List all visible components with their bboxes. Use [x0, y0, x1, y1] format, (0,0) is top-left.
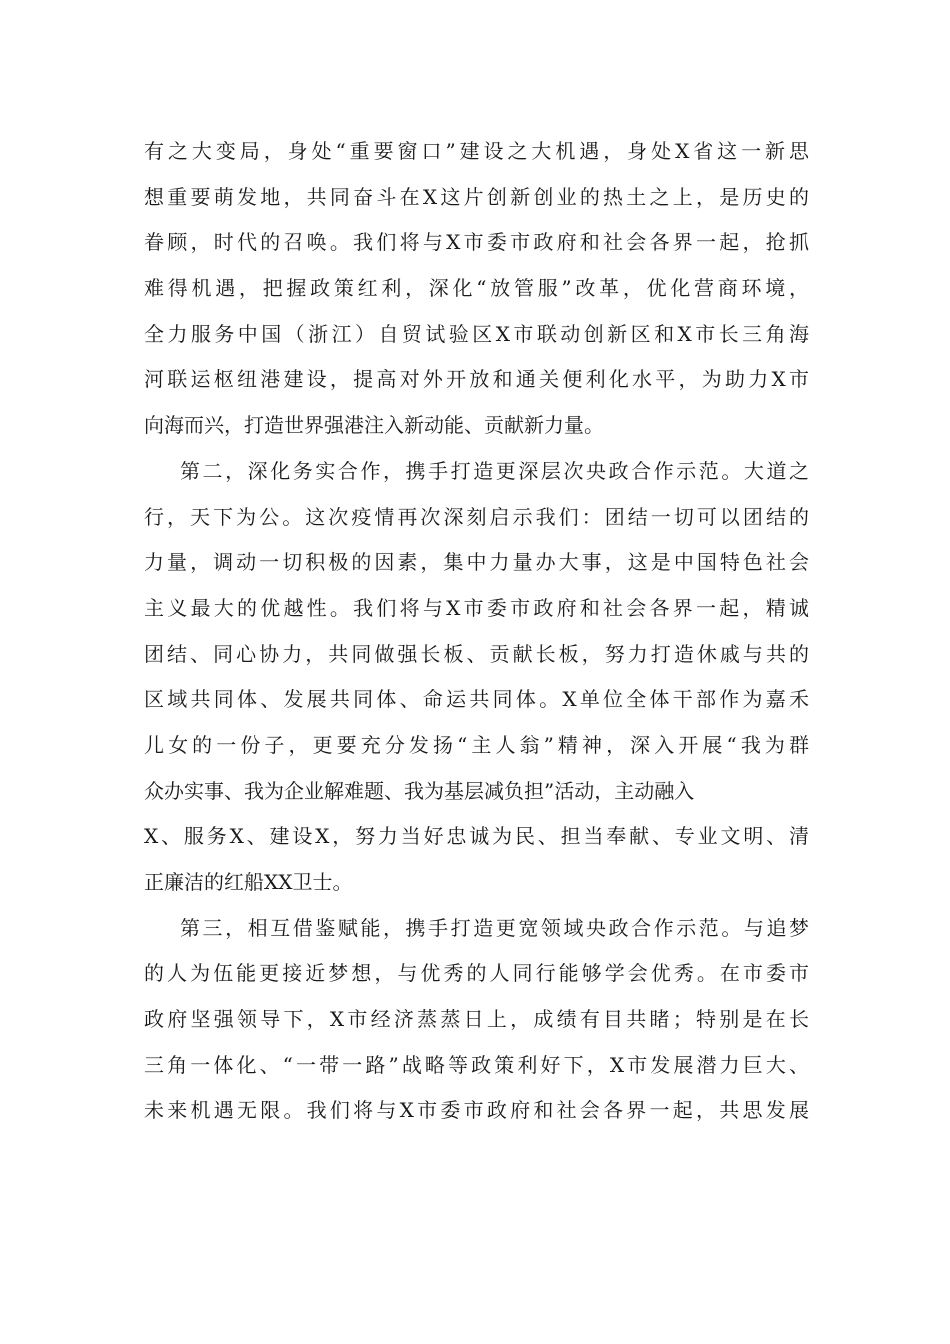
document-line: 儿女的一份子，更要充分发扬“主人翁”精神，深入开展“我为群	[144, 732, 809, 757]
document-line: 有之大变局，身处“重要窗口”建设之大机遇，身处X省这一新思	[144, 139, 809, 163]
document-line: 行，天下为公。这次疫情再次深刻启示我们：团结一切可以团结的	[144, 504, 809, 529]
document-line: 政府坚强领导下，X市经济蒸蒸日上，成绩有目共睹；特别是在长	[144, 1007, 809, 1032]
document-line: 想重要萌发地，共同奋斗在X这片创新创业的热土之上，是历史的	[144, 184, 809, 209]
document-line: 河联运枢纽港建设，提高对外开放和通关便利化水平，为助力X市	[144, 367, 809, 392]
document-line: 正廉洁的红船XX卫士。	[144, 870, 353, 894]
document-line: 向海而兴，打造世界强港注入新动能、贡献新力量。	[144, 413, 604, 438]
document-body	[144, 129, 809, 1134]
document-line: 主义最大的优越性。我们将与X市委市政府和社会各界一起，精诚	[144, 595, 809, 620]
document-line: 第三，相互借鉴赋能，携手打造更宽领域央政合作示范。与追梦	[180, 915, 809, 940]
document-line: 的人为伍能更接近梦想，与优秀的人同行能够学会优秀。在市委市	[144, 961, 809, 986]
document-line: 众办实事、我为企业解难题、我为基层减负担”活动，主动融入	[144, 778, 695, 803]
document-line: 团结、同心协力，共同做强长板、贡献长板，努力打造休戚与共的	[144, 641, 809, 666]
document-line: 难得机遇，把握政策红利，深化“放管服”改革，优化营商环境，	[144, 276, 809, 301]
document-line: 眷顾，时代的召唤。我们将与X市委市政府和社会各界一起，抢抓	[144, 230, 809, 255]
document-line: 三角一体化、“一带一路”战略等政策利好下，X市发展潜力巨大、	[144, 1052, 809, 1077]
document-line: 力量，调动一切积极的因素，集中力量办大事，这是中国特色社会	[144, 550, 809, 575]
document-line: 全力服务中国（浙江）自贸试验区X市联动创新区和X市长三角海	[144, 321, 809, 346]
document-line: X、服务X、建设X，努力当好忠诚为民、担当奉献、专业文明、清	[144, 824, 809, 849]
document-line: 区域共同体、发展共同体、命运共同体。X单位全体干部作为嘉禾	[144, 687, 809, 712]
document-line: 第二，深化务实合作，携手打造更深层次央政合作示范。大道之	[180, 458, 809, 483]
document-line: 未来机遇无限。我们将与X市委市政府和社会各界一起，共思发展	[144, 1098, 809, 1123]
